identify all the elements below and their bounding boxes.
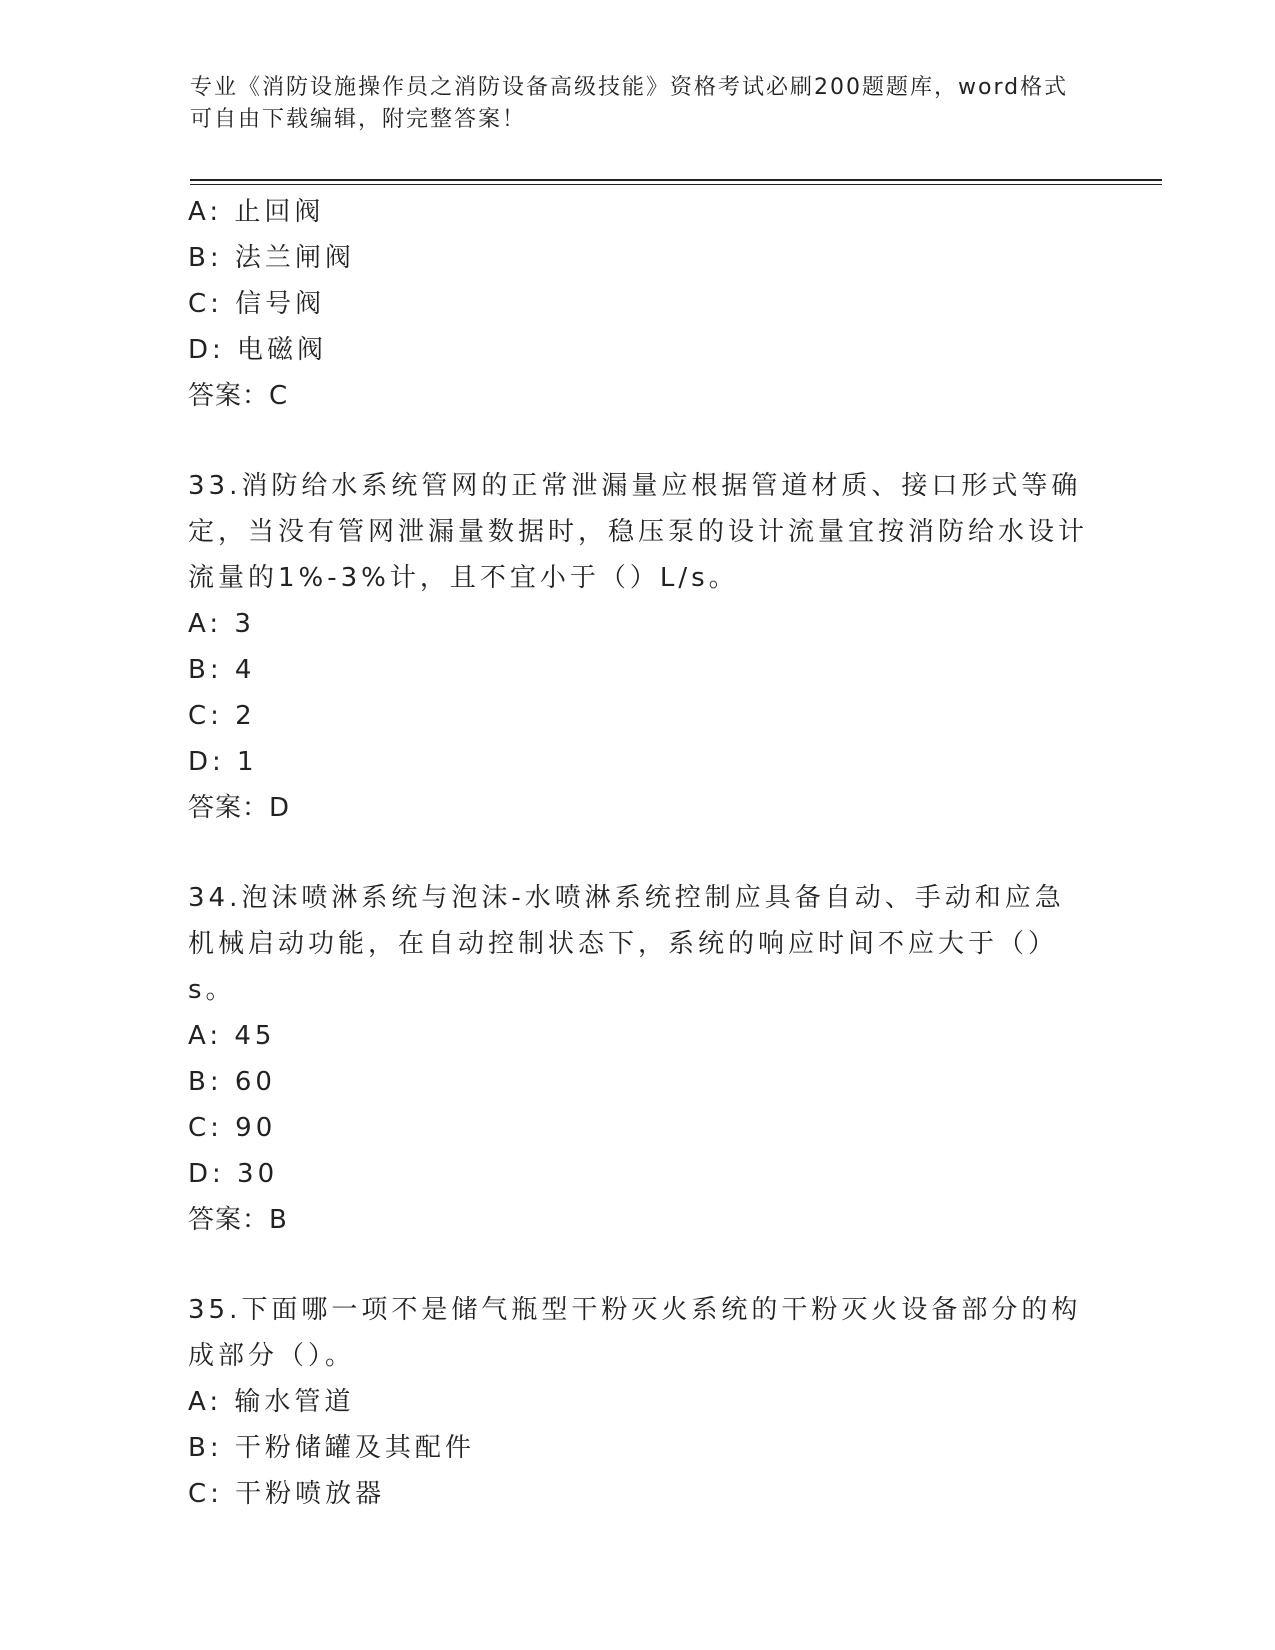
question-list [188,189,1088,1517]
option-d: D: 30 [188,1159,279,1189]
option-b: B: 干粉储罐及其配件 [188,1433,475,1463]
option-c: C: 干粉喷放器 [188,1479,386,1509]
option-c: C: 信号阀 [188,289,326,319]
question-block-35 [188,1287,1088,1517]
question-text: 35.下面哪一项不是储气瓶型干粉灭火系统的干粉灭火设备部分的构成部分（）。 [188,1295,1082,1371]
option-d: D: 1 [188,747,258,777]
header-divider-thin [190,184,1162,185]
option-a: A: 3 [188,609,255,639]
option-a: A: 止回阀 [188,197,325,227]
option-c: C: 90 [188,1113,277,1143]
option-b: B: 60 [188,1067,276,1097]
document-header: 专业《消防设施操作员之消防设备高级技能》资格考试必刷200题题库，word格式可自由下载编辑，附完整答案！ [190,75,1069,132]
option-a: A: 输水管道 [188,1387,355,1417]
option-b: B: 4 [188,655,256,685]
answer-line: 答案：C [188,381,289,411]
option-c: C: 2 [188,701,256,731]
question-block-34 [188,875,1088,1243]
option-d: D: 电磁阀 [188,335,328,365]
question-text: 34.泡沫喷淋系统与泡沫-水喷淋系统控制应具备自动、手动和应急机械启动功能，在自动控制状态下，系统的响应时间不应大于（）s。 [188,883,1065,1005]
header-divider-thick [190,179,1162,181]
answer-line: 答案：B [188,1205,288,1235]
question-block-32 [188,189,1088,419]
option-b: B: 法兰闸阀 [188,243,355,273]
question-text: 33.消防给水系统管网的正常泄漏量应根据管道材质、接口形式等确定，当没有管网泄漏量数据时，稳压泵的设计流量宜按消防给水设计流量的1%-3%计，且不宜小于（）L/s。 [188,471,1089,593]
question-block-33 [188,463,1088,831]
answer-line: 答案：D [188,793,291,823]
option-a: A: 45 [188,1021,276,1051]
